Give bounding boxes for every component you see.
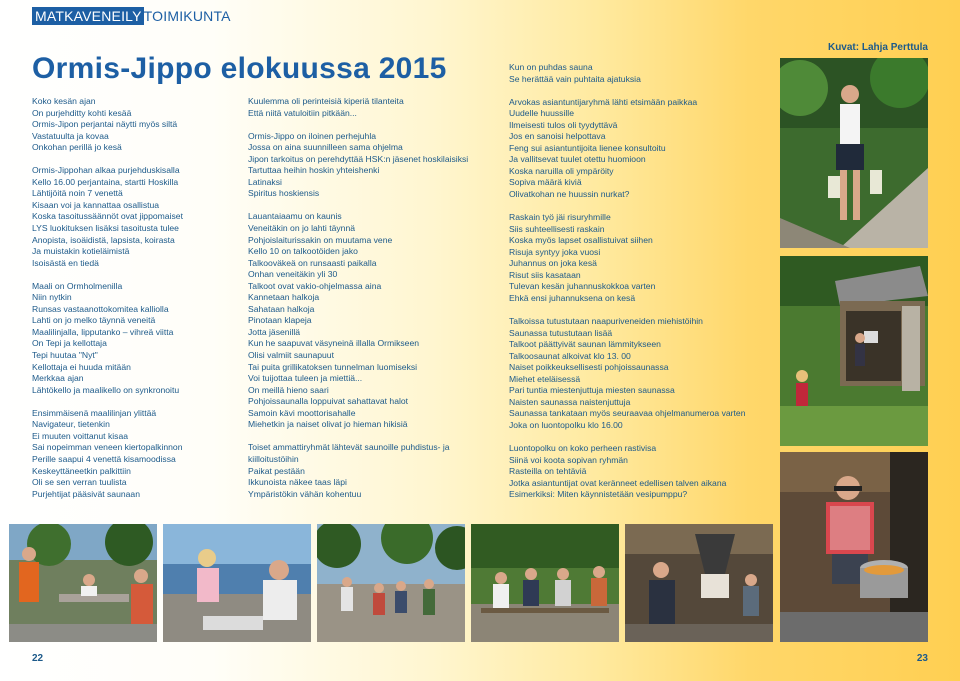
poem-line: Kello 16.00 perjantaina, startti Hoskilla	[32, 176, 179, 187]
poem-line: Arvokas asiantuntijaryhmä lähti etsimään paikkaa	[509, 96, 698, 107]
poem-line: Risuja syntyy joka vuosi	[509, 246, 601, 257]
poem-line: Lähtijöitä noin 7 venettä	[32, 188, 123, 199]
poem-line: Olivatkohan ne huussin nurkat?	[509, 189, 630, 200]
paragraph-gap	[509, 432, 745, 444]
poem-line: Talkooväkeä on runsaasti paikalla	[248, 257, 377, 268]
poem-line: Ja muistakin kotieläimistä	[32, 246, 130, 257]
poem-line: Lahti on jo melko täynnä veneitä	[32, 315, 156, 326]
poem-line: Talkoot päättyivät saunan lämmitykseen	[509, 339, 661, 350]
poem-line: Pinotaan klapeja	[248, 315, 312, 326]
poem-line: Raskain työ jäi risuryhmille	[509, 212, 611, 223]
page-number-right: 23	[916, 653, 928, 664]
poem-line: On meillä hieno saari	[248, 384, 329, 395]
paragraph-gap	[509, 304, 745, 316]
paragraph-gap	[32, 154, 183, 166]
paragraph-gap	[32, 269, 183, 281]
poem-line: Luontopolku on koko perheen rastivisa	[509, 443, 657, 454]
poem-line: Ensimmäisenä maalilinjan ylittää	[32, 407, 157, 418]
poem-line: Koska tasoitussäännöt ovat jippomaiset	[32, 211, 183, 222]
photo-man-cooking-pot	[780, 452, 928, 642]
poem-line: Jotta jäsenillä	[248, 326, 301, 337]
poem-line: Joka on luontopolku klo 16.00	[509, 419, 623, 430]
poem-line: Kellottaja ei huuda mitään	[32, 361, 131, 372]
poem-line: Se herättää vain puhtaita ajatuksia	[509, 73, 641, 84]
paragraph-gap	[248, 119, 468, 131]
poem-line: Miehet eteläisessä	[509, 373, 581, 384]
poem-line: Toiset ammattiryhmät lähtevät saunoille puhdistus- ja	[248, 442, 450, 453]
section-header-part2: TOIMIKUNTA	[143, 8, 231, 24]
poem-line: Kello 10 on talkootöiden jako	[248, 246, 358, 257]
poem-line: Tai puita grillikatoksen tunnelman luomiseksi	[248, 361, 418, 372]
poem-line: Niin nytkin	[32, 292, 72, 303]
poem-line: Perille saapui 4 venettä kisamoodissa	[32, 453, 176, 464]
poem-line: Feng sui asiantuntijoita lienee konsultoitu	[509, 142, 666, 153]
poem-line: Sahataan halkoja	[248, 303, 315, 314]
poem-line: Kannetaan halkoja	[248, 292, 320, 303]
poem-line: Jotka asiantuntijat ovat keränneet edellisen talven aikana	[509, 477, 727, 488]
page-number-left: 22	[32, 653, 44, 664]
poem-line: Pari tuntia miestenjuttuja miesten saunassa	[509, 385, 675, 396]
magazine-section-header	[32, 8, 231, 24]
poem-line: Maali on Ormholmenilla	[32, 280, 123, 291]
poem-line: Lähtökello ja maalikello on synkronoitu	[32, 384, 180, 395]
poem-line: Lauantaiaamu on kaunis	[248, 211, 342, 222]
poem-line: Maalilinjalla, lipputanko – vihreä viitta	[32, 326, 174, 337]
text-column-2	[248, 96, 468, 500]
poem-line: Vastatuulta ja kovaa	[32, 130, 109, 141]
poem-line: Ehkä ensi juhannuksena on kesä	[509, 292, 636, 303]
text-column-1	[32, 96, 183, 500]
poem-line: Tartuttaa heihin hoskin yhteishenki	[248, 165, 380, 176]
poem-line: Talkoot ovat vakio-ohjelmassa aina	[248, 280, 382, 291]
poem-line: Anopista, isoäidistä, lapsista, koirasta	[32, 234, 175, 245]
photo-outhouse-and-children	[780, 256, 928, 446]
photo-grill-shelter	[625, 524, 773, 642]
poem-line: Miehetkin ja naiset olivat jo hieman hikisiä	[248, 419, 408, 430]
poem-line: Ikkunoista näkee taas läpi	[248, 477, 347, 488]
poem-line: Risut siis kasataan	[509, 269, 581, 280]
section-header-part1: MATKAVENEILY	[32, 7, 144, 25]
photo-credit: Kuvat: Lahja Perttula	[827, 42, 928, 53]
poem-line: kiilloitustöihin	[248, 453, 299, 464]
poem-line: Kisaan voi ja kannattaa osallistua	[32, 199, 160, 210]
photo-group-on-rocks	[317, 524, 465, 642]
photo-woman-carrying-jugs	[780, 58, 928, 248]
poem-line: Talkoosaunat alkoivat klo 13. 00	[509, 350, 631, 361]
poem-line: Onhan veneitäkin yli 30	[248, 269, 338, 280]
paragraph-gap	[248, 200, 468, 212]
poem-line: Spiritus hoskiensis	[248, 188, 320, 199]
poem-line: Ympäristökin vähän kohentuu	[248, 488, 362, 499]
article-title: Ormis-Jippo elokuussa 2015	[32, 52, 447, 85]
poem-line: Naiset poikkeuksellisesti pohjoissaunassa	[509, 362, 669, 373]
poem-line: On purjehditty kohti kesää	[32, 107, 132, 118]
poem-line: Juhannus on joka kesä	[509, 258, 597, 269]
poem-line: Ormis-Jipon perjantai näytti myös siltä	[32, 119, 178, 130]
poem-line: Siinä voi koota sopivan ryhmän	[509, 454, 628, 465]
poem-line: Kuulemma oli perinteisiä kiperiä tilanteita	[248, 96, 404, 106]
poem-line: Tepi huutaa "Nyt"	[32, 350, 98, 361]
poem-line: Paikat pestään	[248, 465, 305, 476]
poem-line: Että niitä vatuloitiin pitkään...	[248, 107, 357, 118]
poem-line: Onkohan perillä jo kesä	[32, 142, 122, 153]
poem-line: Ei muuten voittanut kisaa	[32, 430, 129, 441]
text-column-3	[509, 62, 745, 501]
poem-line: Kun he saapuvat väsyneinä illalla Ormikseen	[248, 338, 420, 349]
paragraph-gap	[248, 431, 468, 443]
poem-line: Ormis-Jippohan alkaa purjehduskisalla	[32, 165, 180, 176]
poem-line: Jipon tarkoitus on perehdyttää HSK:n jäsenet hoskilaisiksi	[248, 153, 469, 164]
poem-line: On Tepi ja kellottaja	[32, 338, 107, 349]
poem-line: Jossa on aina suunnilleen sama ohjelma	[248, 142, 403, 153]
poem-line: Tulevan kesän juhannuskokkoa varten	[509, 281, 656, 292]
poem-line: Keskeyttäneetkin palkittiin	[32, 465, 131, 476]
poem-line: Veneitäkin on jo lahti täynnä	[248, 223, 356, 234]
poem-line: Isoisästä en tiedä	[32, 257, 99, 268]
poem-line: Merkkaa ajan	[32, 373, 84, 384]
poem-line: Sai nopeimman veneen kiertopalkinnon	[32, 442, 183, 453]
paragraph-gap	[509, 85, 745, 97]
poem-line: Ormis-Jippo on iloinen perhejuhla	[248, 130, 377, 141]
poem-line: Ja vallitsevat tuulet otettu huomioon	[509, 154, 646, 165]
poem-line: Samoin kävi moottorisahalle	[248, 407, 356, 418]
poem-line: Latinaksi	[248, 176, 282, 187]
poem-line: Pohjoissaunalla loppuivat sahattavat halot	[248, 396, 409, 407]
poem-line: Oli se sen verran tuulista	[32, 477, 127, 488]
poem-line: Talkoissa tutustutaan naapuriveneiden miehistöihin	[509, 316, 703, 327]
poem-line: Kun on puhdas sauna	[509, 62, 593, 72]
poem-line: Koska naruilla oli ympäröity	[509, 165, 614, 176]
poem-line: Ilmeisesti tulos oli tyydyttävä	[509, 119, 618, 130]
poem-line: Voi tuijottaa tuleen ja miettiä...	[248, 373, 363, 384]
paragraph-gap	[32, 396, 183, 408]
photo-people-on-bench	[471, 524, 619, 642]
poem-line: Pohjoislaiturissakin on muutama vene	[248, 234, 393, 245]
poem-line: Navigateur, tietenkin	[32, 419, 110, 430]
poem-line: Jos en sanoisi helpottava	[509, 131, 606, 142]
poem-line: Esimerkiksi: Miten käynnistetään vesipumppu?	[509, 489, 688, 500]
poem-line: Rasteilla on tehtäviä	[509, 466, 587, 477]
poem-line: LYS luokituksen lisäksi tasoitusta tulee	[32, 223, 179, 234]
poem-line: Siis suhteellisesti raskain	[509, 223, 605, 234]
poem-line: Olisi valmiit saunapuut	[248, 350, 334, 361]
poem-line: Koko kesän ajan	[32, 96, 96, 106]
photo-girl-and-man-seaside	[163, 524, 311, 642]
poem-line: Koska myös lapset osallistuivat siihen	[509, 235, 653, 246]
poem-line: Sopiva määrä kiviä	[509, 177, 582, 188]
poem-line: Runsas vastaanottokomitea kalliolla	[32, 303, 169, 314]
poem-line: Saunassa tutustutaan lisää	[509, 327, 613, 338]
paragraph-gap	[509, 201, 745, 213]
poem-line: Saunassa tankataan myös seuraavaa ohjelmanumeroa varten	[509, 408, 746, 419]
poem-line: Naisten saunassa naistenjuttuja	[509, 396, 631, 407]
poem-line: Purjehtijat pääsivät saunaan	[32, 488, 140, 499]
photo-people-at-table	[9, 524, 157, 642]
poem-line: Uudelle huussille	[509, 108, 574, 119]
